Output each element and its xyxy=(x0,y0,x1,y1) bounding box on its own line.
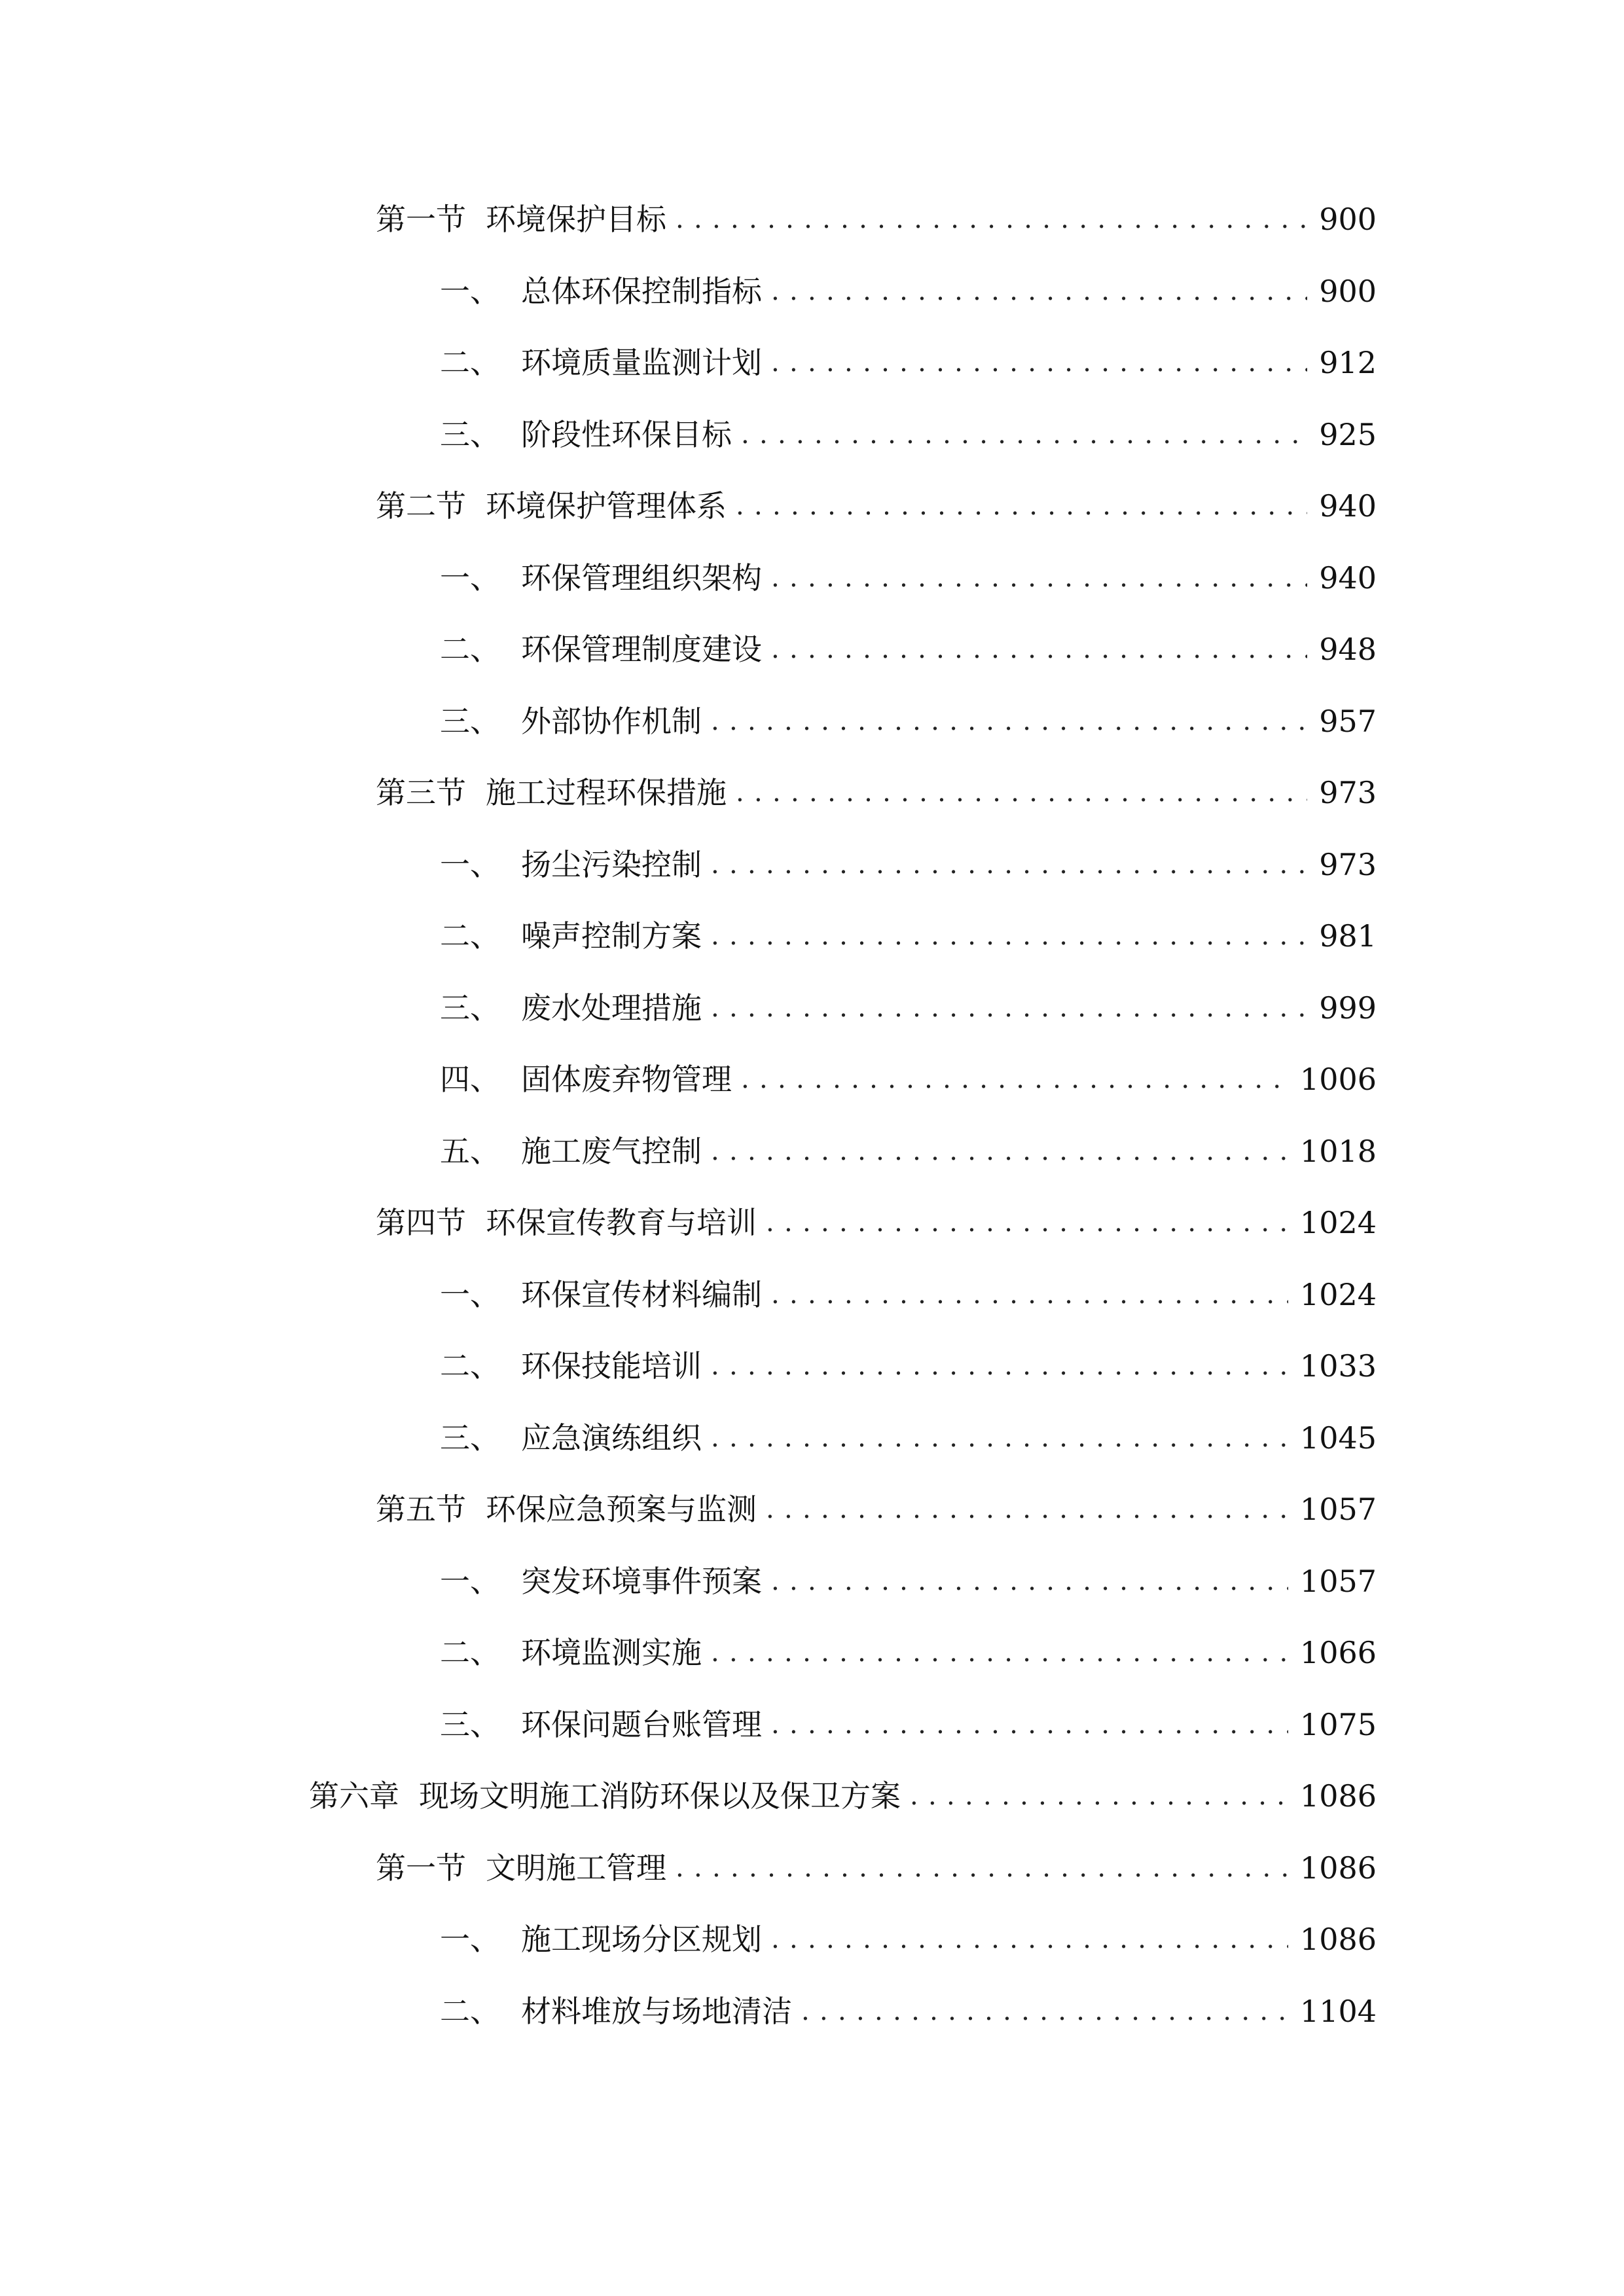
toc-entry[interactable] xyxy=(376,1196,1377,1249)
toc-entry[interactable] xyxy=(440,623,1377,675)
toc-dot-leader xyxy=(771,1698,1288,1751)
toc-entry-page: 900 xyxy=(1319,202,1377,237)
toc-entry-number: 三、 xyxy=(440,990,500,1026)
toc-entry-page: 948 xyxy=(1319,632,1377,667)
toc-dot-leader xyxy=(711,1412,1288,1464)
toc-entry-title: 外部协作机制 xyxy=(521,704,702,739)
toc-entry[interactable] xyxy=(440,408,1377,461)
toc-entry-page: 1086 xyxy=(1299,1850,1377,1886)
toc-dot-leader xyxy=(711,1340,1288,1392)
toc-entry-number: 二、 xyxy=(440,1348,500,1384)
toc-entry[interactable] xyxy=(376,766,1377,819)
toc-entry[interactable] xyxy=(440,838,1377,891)
toc-entry-title: 环保宣传教育与培训 xyxy=(486,1205,757,1240)
toc-entry[interactable] xyxy=(440,1268,1377,1321)
toc-entry-number: 第六章 xyxy=(309,1778,399,1814)
toc-entry-number: 第四节 xyxy=(376,1205,466,1240)
toc-entry-title: 扬尘污染控制 xyxy=(521,847,702,882)
toc-entry-page: 973 xyxy=(1319,847,1377,882)
toc-entry-page: 940 xyxy=(1319,560,1377,596)
toc-entry[interactable] xyxy=(440,265,1377,317)
toc-entry-page: 1006 xyxy=(1299,1062,1377,1097)
toc-entry-number: 第三节 xyxy=(376,775,466,810)
toc-entry-number: 一、 xyxy=(440,1922,500,1957)
toc-entry[interactable] xyxy=(440,1985,1377,2037)
toc-entry[interactable] xyxy=(440,695,1377,747)
toc-dot-leader xyxy=(711,910,1307,962)
toc-entry[interactable] xyxy=(376,193,1377,245)
toc-entry[interactable] xyxy=(440,1913,1377,1965)
toc-entry-title: 固体废弃物管理 xyxy=(521,1062,732,1097)
toc-dot-leader xyxy=(766,1196,1288,1249)
toc-dot-leader xyxy=(801,1985,1288,2037)
toc-entry-title: 施工现场分区规划 xyxy=(521,1922,762,1957)
toc-dot-leader xyxy=(711,1125,1288,1177)
toc-entry-title: 环保应急预案与监测 xyxy=(486,1492,757,1527)
toc-dot-leader xyxy=(676,193,1307,245)
toc-entry-number: 二、 xyxy=(440,632,500,667)
toc-entry-title: 环保技能培训 xyxy=(521,1348,702,1384)
toc-entry-number: 二、 xyxy=(440,918,500,954)
toc-entry-page: 912 xyxy=(1319,345,1377,380)
toc-entry-number: 第一节 xyxy=(376,1850,466,1886)
toc-entry-number: 第五节 xyxy=(376,1492,466,1527)
toc-entry-page: 1045 xyxy=(1299,1420,1377,1456)
toc-entry-number: 四、 xyxy=(440,1062,500,1097)
toc-entry-title: 环境监测实施 xyxy=(521,1635,702,1670)
toc-dot-leader xyxy=(910,1770,1288,1822)
toc-entry-page: 1018 xyxy=(1299,1134,1377,1169)
toc-entry-number: 三、 xyxy=(440,417,500,452)
toc-entry-title: 阶段性环保目标 xyxy=(521,417,732,452)
toc-entry-page: 1057 xyxy=(1299,1564,1377,1599)
toc-dot-leader xyxy=(771,1555,1288,1607)
toc-entry-title: 施工过程环保措施 xyxy=(486,775,727,810)
toc-entry[interactable] xyxy=(440,552,1377,604)
toc-entry-number: 五、 xyxy=(440,1134,500,1169)
toc-dot-leader xyxy=(711,838,1307,891)
toc-entry-title: 环保问题台账管理 xyxy=(521,1707,762,1742)
toc-entry-number: 第一节 xyxy=(376,202,466,237)
toc-entry-page: 1024 xyxy=(1299,1277,1377,1312)
toc-entry-number: 一、 xyxy=(440,1564,500,1599)
toc-entry-number: 第二节 xyxy=(376,488,466,524)
toc-dot-leader xyxy=(771,552,1307,604)
toc-entry-number: 三、 xyxy=(440,1707,500,1742)
toc-entry-page: 940 xyxy=(1319,488,1377,524)
toc-entry-page: 957 xyxy=(1319,704,1377,739)
toc-entry-page: 925 xyxy=(1319,417,1377,452)
toc-dot-leader xyxy=(771,1268,1288,1321)
toc-entry-number: 二、 xyxy=(440,345,500,380)
toc-entry-number: 三、 xyxy=(440,704,500,739)
toc-dot-leader xyxy=(771,1913,1288,1965)
toc-entry-page: 1086 xyxy=(1299,1922,1377,1957)
toc-entry[interactable] xyxy=(376,1483,1377,1535)
toc-entry-title: 环保宣传材料编制 xyxy=(521,1277,762,1312)
toc-dot-leader xyxy=(676,1842,1288,1894)
toc-entry-page: 1066 xyxy=(1299,1635,1377,1670)
toc-entry[interactable] xyxy=(440,1053,1377,1105)
toc-entry-title: 材料堆放与场地清洁 xyxy=(521,1994,792,2029)
toc-entry-page: 1075 xyxy=(1299,1707,1377,1742)
toc-dot-leader xyxy=(771,623,1307,675)
toc-entry-page: 1057 xyxy=(1299,1492,1377,1527)
toc-entry-title: 噪声控制方案 xyxy=(521,918,702,954)
toc-entry-number: 一、 xyxy=(440,560,500,596)
toc-entry[interactable] xyxy=(440,1626,1377,1679)
toc-dot-leader xyxy=(771,336,1307,389)
toc-entry-page: 1086 xyxy=(1299,1778,1377,1814)
toc-entry-number: 一、 xyxy=(440,274,500,309)
toc-dot-leader xyxy=(711,695,1307,747)
toc-entry[interactable] xyxy=(440,1412,1377,1464)
toc-entry-title: 施工废气控制 xyxy=(521,1134,702,1169)
toc-entry-page: 973 xyxy=(1319,775,1377,810)
toc-entry-title: 环保管理组织架构 xyxy=(521,560,762,596)
toc-entry[interactable] xyxy=(440,336,1377,389)
toc-entry-page: 1024 xyxy=(1299,1205,1377,1240)
toc-entry[interactable] xyxy=(440,982,1377,1034)
toc-entry[interactable] xyxy=(440,1125,1377,1177)
toc-entry-title: 废水处理措施 xyxy=(521,990,702,1026)
toc-entry[interactable] xyxy=(309,1770,1377,1822)
toc-entry-number: 一、 xyxy=(440,1277,500,1312)
toc-entry-page: 981 xyxy=(1319,918,1377,954)
toc-dot-leader xyxy=(741,408,1307,461)
toc-dot-leader xyxy=(711,982,1307,1034)
toc-entry-page: 1033 xyxy=(1299,1348,1377,1384)
toc-entry-page: 900 xyxy=(1319,274,1377,309)
toc-entry-title: 环保管理制度建设 xyxy=(521,632,762,667)
toc-entry-page: 1104 xyxy=(1299,1994,1377,2029)
toc-entry-number: 一、 xyxy=(440,847,500,882)
toc-entry[interactable] xyxy=(440,1340,1377,1392)
toc-entry[interactable] xyxy=(440,1555,1377,1607)
toc-entry-number: 三、 xyxy=(440,1420,500,1456)
toc-entry-page: 999 xyxy=(1319,990,1377,1026)
toc-entry-title: 总体环保控制指标 xyxy=(521,274,762,309)
toc-entry-title: 环境保护管理体系 xyxy=(486,488,727,524)
toc-dot-leader xyxy=(771,265,1307,317)
toc-dot-leader xyxy=(711,1626,1288,1679)
toc-entry-title: 突发环境事件预案 xyxy=(521,1564,762,1599)
toc-entry-number: 二、 xyxy=(440,1994,500,2029)
toc-entry[interactable] xyxy=(440,1698,1377,1751)
toc-entry[interactable] xyxy=(376,1842,1377,1894)
toc-entry-number: 二、 xyxy=(440,1635,500,1670)
toc-dot-leader xyxy=(736,766,1307,819)
toc-entry-title: 现场文明施工消防环保以及保卫方案 xyxy=(419,1778,901,1814)
toc-entry-title: 环境质量监测计划 xyxy=(521,345,762,380)
toc-entry-title: 环境保护目标 xyxy=(486,202,666,237)
toc-dot-leader xyxy=(736,480,1307,532)
toc-entry-title: 文明施工管理 xyxy=(486,1850,666,1886)
toc-dot-leader xyxy=(741,1053,1288,1105)
toc-entry[interactable] xyxy=(376,480,1377,532)
toc-entry-title: 应急演练组织 xyxy=(521,1420,702,1456)
toc-dot-leader xyxy=(766,1483,1288,1535)
toc-entry[interactable] xyxy=(440,910,1377,962)
